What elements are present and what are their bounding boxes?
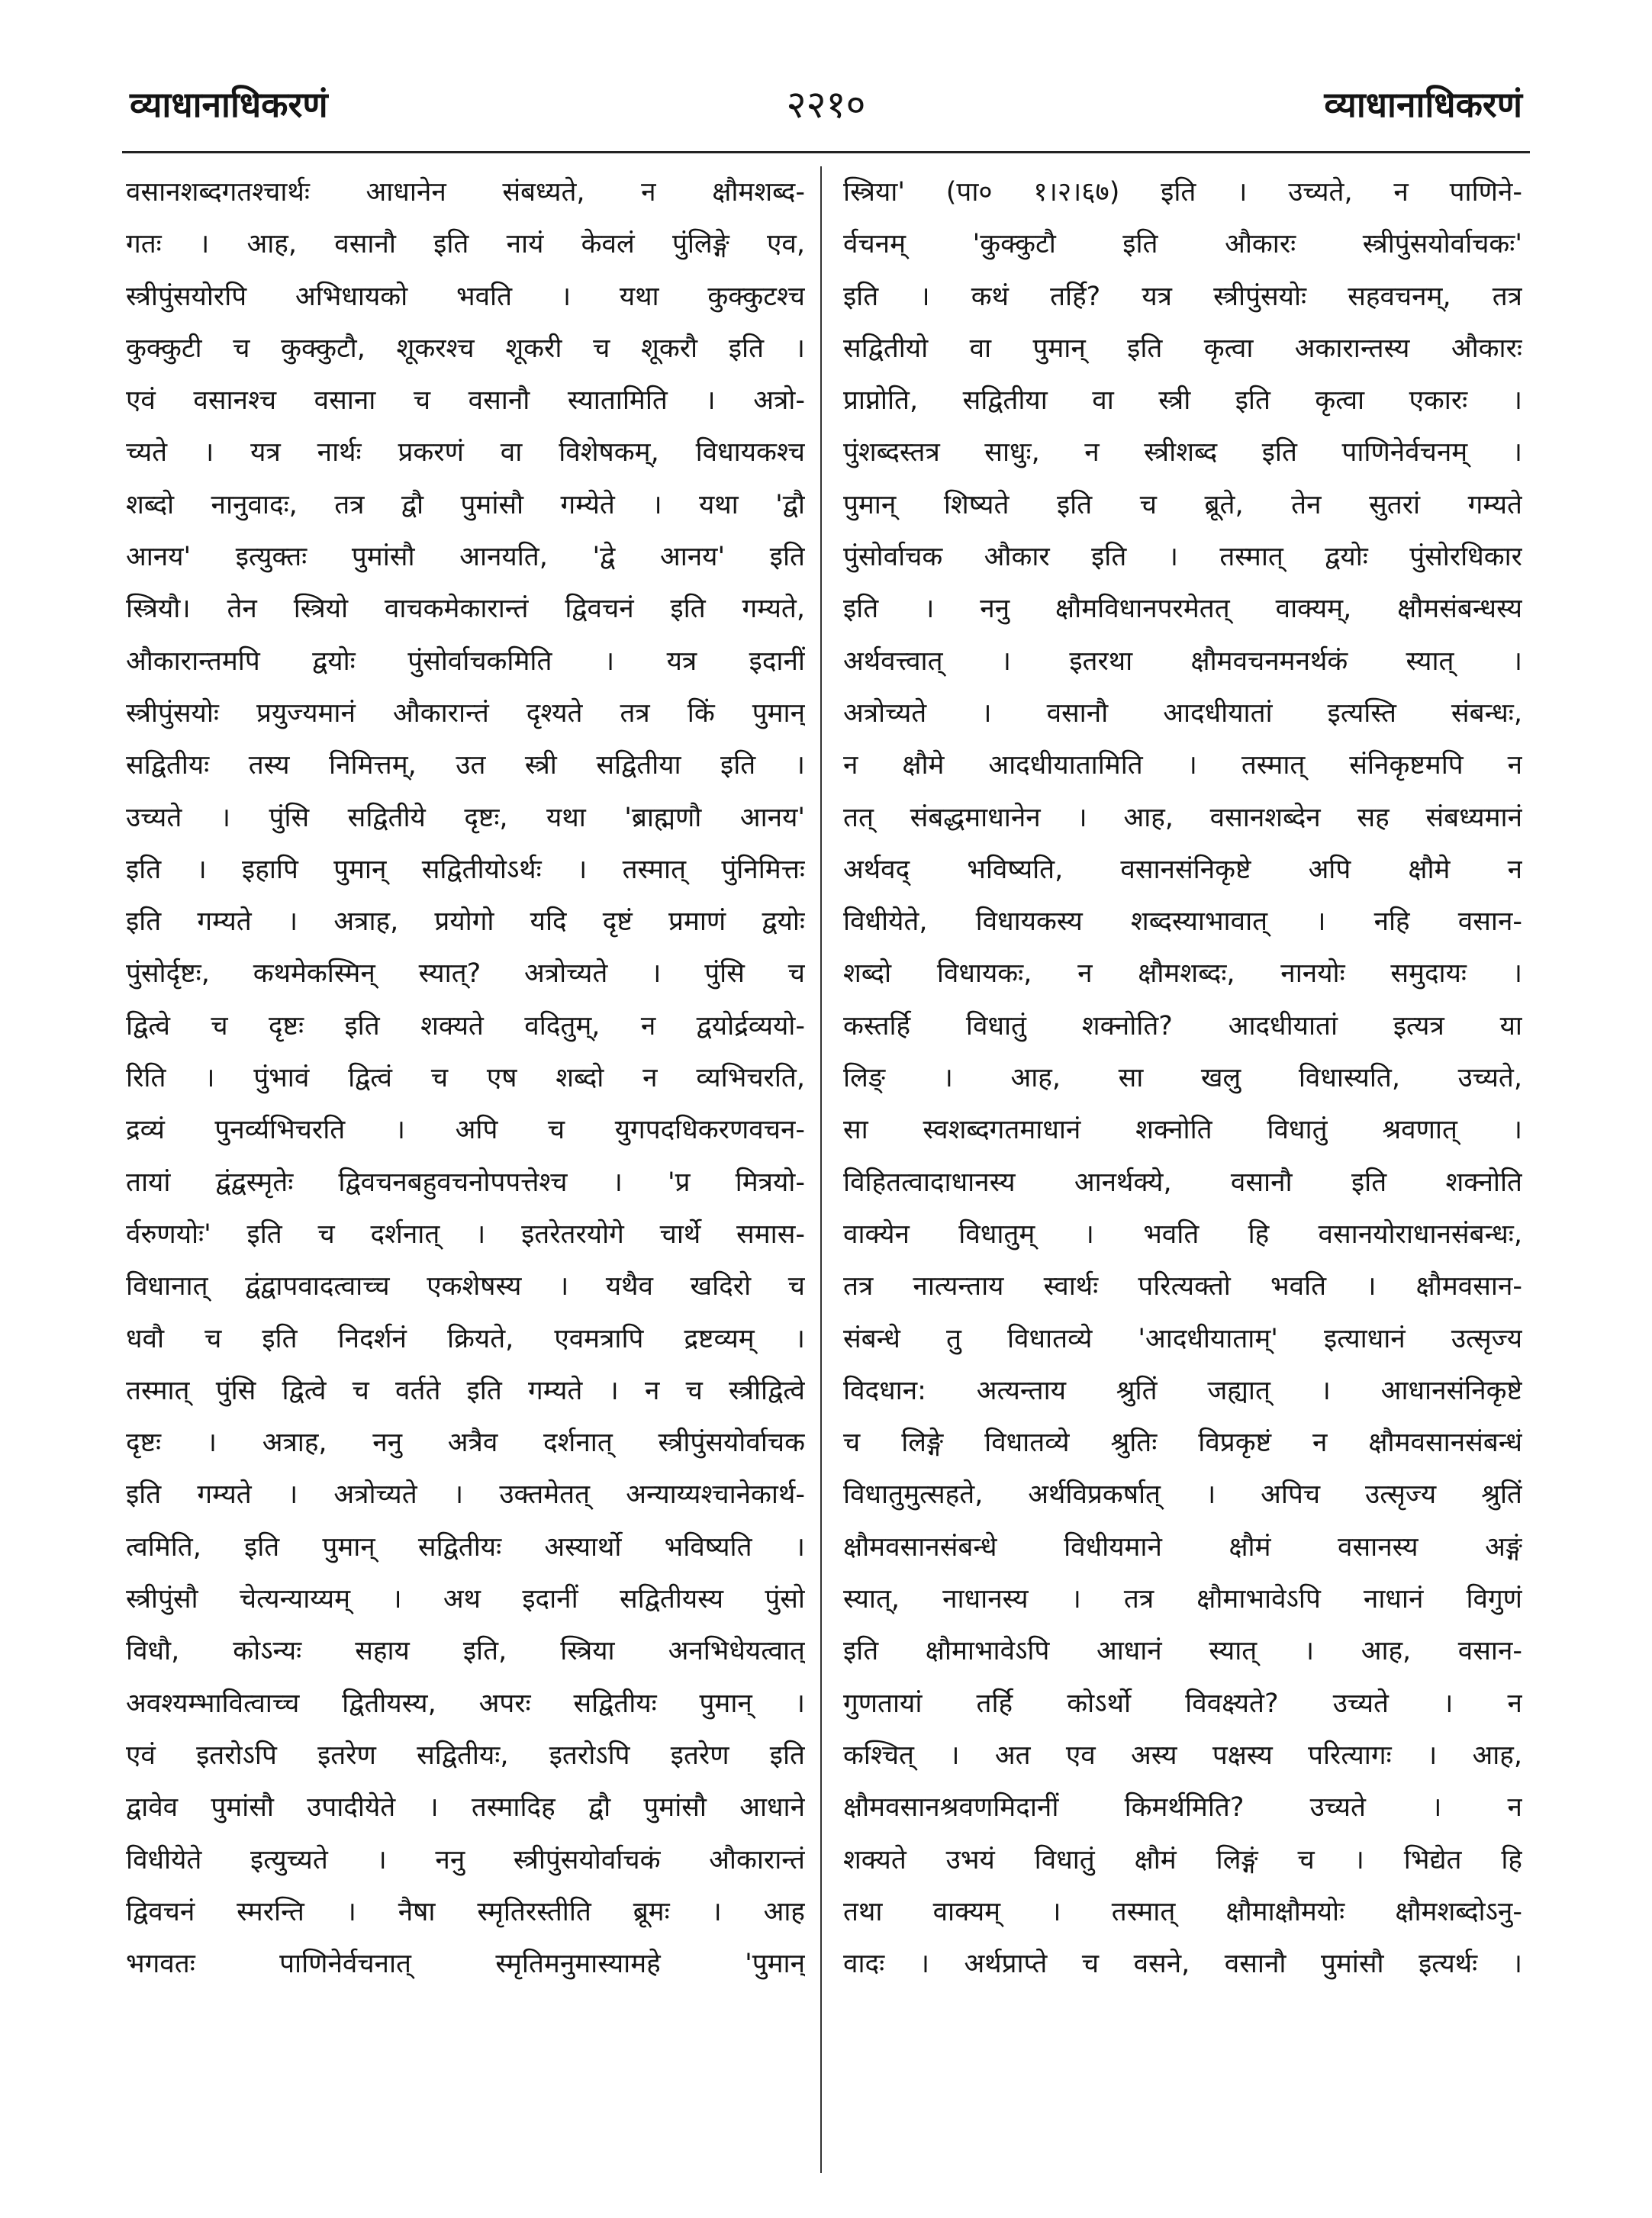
text-line: अत्रोच्यते । वसानौ आदधीयातां इत्यस्ति संबन्धः, bbox=[843, 697, 1522, 729]
text-line: तायां द्वंद्वस्मृतेः द्विवचनबहुवचनोपपत्तेश्च । 'प्र मित्रयो- bbox=[126, 1167, 805, 1198]
text-line: स्त्रिया' (पा० १।२।६७) इति । उच्यते, न पाणिने- bbox=[843, 177, 1522, 208]
text-line: एवं इतरोऽपि इतरेण सद्वितीयः, इतरोऽपि इतरेण इति bbox=[126, 1740, 805, 1771]
text-line: औकारान्तमपि द्वयोः पुंसोर्वाचकमिति । यत्र इदानीं bbox=[126, 645, 805, 677]
text-line: स्यात्, नाधानस्य । तत्र क्षौमाभावेऽपि नाधानं विगुणं bbox=[843, 1584, 1522, 1615]
page-number: २२१० bbox=[786, 82, 866, 127]
text-line: कुक्कुटी च कुक्कुटौ, शूकरश्च शूकरी च शूकरौ इति । bbox=[126, 333, 805, 364]
text-line: दृष्टः । अत्राह, ननु अत्रैव दर्शनात् स्त्रीपुंसयोर्वाचक bbox=[126, 1428, 805, 1459]
text-line: प्राप्नोति, सद्वितीया वा स्त्री इति कृत्वा एकारः । bbox=[843, 385, 1522, 417]
running-title-right: व्याधानाधिकरणं bbox=[1324, 84, 1522, 125]
text-line: द्रव्यं पुनर्व्यभिचरति । अपि च युगपदधिकरणवचन- bbox=[126, 1115, 805, 1146]
text-line: स्त्रीपुंसयोः प्रयुज्यमानं औकारान्तं दृश्यते तत्र किं पुमान् bbox=[126, 697, 805, 729]
column-divider bbox=[820, 166, 822, 2173]
text-line: च लिङ्गे विधातव्ये श्रुतिः विप्रकृष्टं न क्षौमवसानसंबन्धं bbox=[843, 1428, 1522, 1459]
text-line: वादः । अर्थप्राप्ते च वसने, वसानौ पुमांसौ इत्यर्थः । bbox=[843, 1949, 1522, 1980]
text-line: वाक्येन विधातुम् । भवति हि वसानयोराधानसंबन्धः, bbox=[843, 1218, 1522, 1250]
header-rule bbox=[122, 151, 1530, 153]
text-line: विहितत्वादाधानस्य आनर्थक्ये, वसानौ इति शक्नोति bbox=[843, 1167, 1522, 1198]
text-line: तस्मात् पुंसि द्वित्वे च वर्तते इति गम्यते । न च स्त्रीद्वित्वे bbox=[126, 1375, 805, 1406]
text-line: पुंसोर्वाचक औकार इति । तस्मात् द्वयोः पुंसोरधिकार bbox=[843, 542, 1522, 573]
text-line: तत्र नात्यन्ताय स्वार्थः परित्यक्तो भवति । क्षौमवसान- bbox=[843, 1271, 1522, 1302]
text-line: विदधान: अत्यन्ताय श्रुतिं जह्यात् । आधानसंनिकृष्टे bbox=[843, 1375, 1522, 1406]
text-line: क्षौमवसानश्रवणमिदानीं किमर्थमिति? उच्यते । न bbox=[843, 1792, 1522, 1824]
text-line: विधौ, कोऽन्यः सहाय इति, स्त्रिया अनभिधेयत्वात् bbox=[126, 1636, 805, 1667]
text-line: लिङ् । आह, सा खलु विधास्यति, उच्यते, bbox=[843, 1063, 1522, 1094]
text-line: न क्षौमे आदधीयातामिति । तस्मात् संनिकृष्टमपि न bbox=[843, 750, 1522, 781]
text-line: गुणतायां तर्हि कोऽर्थो विवक्ष्यते? उच्यते । न bbox=[843, 1688, 1522, 1719]
text-line: एवं वसानश्च वसाना च वसानौ स्यातामिति । अत्रो- bbox=[126, 385, 805, 417]
running-title-left: व्याधानाधिकरणं bbox=[130, 84, 328, 125]
text-line: विधातुमुत्सहते, अर्थविप्रकर्षात् । अपिच उत्सृज्य श्रुतिं bbox=[843, 1479, 1522, 1511]
text-line: क्षौमवसानसंबन्धे विधीयमाने क्षौमं वसानस्य अङ्गं bbox=[843, 1531, 1522, 1563]
text-line: द्वावेव पुमांसौ उपादीयेते । तस्मादिह द्वौ पुमांसौ आधाने bbox=[126, 1792, 805, 1824]
text-line: इति क्षौमाभावेऽपि आधानं स्यात् । आह, वसान- bbox=[843, 1636, 1522, 1667]
text-line: कस्तर्हि विधातुं शक्नोति? आदधीयातां इत्यत्र या bbox=[843, 1010, 1522, 1041]
text-line: स्त्रियौ। तेन स्त्रियो वाचकमेकारान्तं द्विवचनं इति गम्यते, bbox=[126, 594, 805, 625]
text-line: इति गम्यते । अत्राह, प्रयोगो यदि दृष्टं प्रमाणं द्वयोः bbox=[126, 906, 805, 938]
text-line: पुंशब्दस्तत्र साधुः, न स्त्रीशब्द इति पाणिनेर्वचनम् । bbox=[843, 437, 1522, 468]
text-line: द्विवचनं स्मरन्ति । नैषा स्मृतिरस्तीति ब्रूमः । आह bbox=[126, 1896, 805, 1927]
text-line: भगवतः पाणिनेर्वचनात् स्मृतिमनुमास्यामहे 'पुमान् bbox=[126, 1949, 805, 1980]
text-line: स्त्रीपुंसयोरपि अभिधायको भवति । यथा कुक्कुटश्च bbox=[126, 281, 805, 312]
text-line: तत् संबद्धमाधानेन । आह, वसानशब्देन सह संबध्यमानं bbox=[843, 802, 1522, 833]
text-line: अवश्यम्भावित्वाच्च द्वितीयस्य, अपरः सद्वितीयः पुमान् । bbox=[126, 1688, 805, 1719]
text-line: सद्वितीयो वा पुमान् इति कृत्वा अकारान्तस्य औकारः bbox=[843, 333, 1522, 364]
text-line: शक्यते उभयं विधातुं क्षौमं लिङ्गं च । भिद्येत हि bbox=[843, 1844, 1522, 1875]
text-line: सा स्वशब्दगतमाधानं शक्नोति विधातुं श्रवणात् । bbox=[843, 1115, 1522, 1146]
text-line: रिति । पुंभावं द्वित्वं च एष शब्दो न व्यभिचरति, bbox=[126, 1063, 805, 1094]
text-line: विधीयेते, विधायकस्य शब्दस्याभावात् । नहि वसान- bbox=[843, 906, 1522, 938]
text-line: द्वित्वे च दृष्टः इति शक्यते वदितुम्, न द्वयोर्द्रव्ययो- bbox=[126, 1010, 805, 1041]
text-line: र्वरुणयोः' इति च दर्शनात् । इतरेतरयोगे चार्थे समास- bbox=[126, 1218, 805, 1250]
page-header bbox=[130, 70, 1522, 139]
text-line: उच्यते । पुंसि सद्वितीये दृष्टः, यथा 'ब्राह्मणौ आनय' bbox=[126, 802, 805, 833]
text-line: पुंसोर्दृष्टः, कथमेकस्मिन् स्यात्? अत्रोच्यते । पुंसि च bbox=[126, 958, 805, 990]
text-line: तथा वाक्यम् । तस्मात् क्षौमाक्षौमयोः क्षौमशब्दोऽनु- bbox=[843, 1896, 1522, 1927]
text-line: स्त्रीपुंसौ चेत्यन्याय्यम् । अथ इदानीं सद्वितीयस्य पुंसो bbox=[126, 1584, 805, 1615]
text-line: इति । इहापि पुमान् सद्वितीयोऽर्थः । तस्मात् पुंनिमित्तः bbox=[126, 854, 805, 885]
text-line: कश्चित् । अत एव अस्य पक्षस्य परित्यागः । आह, bbox=[843, 1740, 1522, 1771]
text-line: गतः । आह, वसानौ इति नायं केवलं पुंलिङ्गे एव, bbox=[126, 229, 805, 260]
left-column bbox=[126, 166, 805, 1990]
text-line: त्वमिति, इति पुमान् सद्वितीयः अस्यार्थो भविष्यति । bbox=[126, 1531, 805, 1563]
text-line: वसानशब्दगतश्चार्थः आधानेन संबध्यते, न क्षौमशब्द- bbox=[126, 177, 805, 208]
right-column bbox=[843, 166, 1522, 1990]
text-line: विधानात् द्वंद्वापवादत्वाच्च एकशेषस्य । यथैव खदिरो च bbox=[126, 1271, 805, 1302]
text-line: इति । कथं तर्हि? यत्र स्त्रीपुंसयोः सहवचनम्, तत्र bbox=[843, 281, 1522, 312]
text-line: विधीयेते इत्युच्यते । ननु स्त्रीपुंसयोर्वाचकं औकारान्तं bbox=[126, 1844, 805, 1875]
text-line: शब्दो विधायकः, न क्षौमशब्दः, नानयोः समुदायः । bbox=[843, 958, 1522, 990]
text-line: शब्दो नानुवादः, तत्र द्वौ पुमांसौ गम्येते । यथा 'द्वौ bbox=[126, 489, 805, 520]
text-line: इति गम्यते । अत्रोच्यते । उक्तमेतत् अन्याय्यश्चानेकार्थ- bbox=[126, 1479, 805, 1511]
text-line: सद्वितीयः तस्य निमित्तम्, उत स्त्री सद्वितीया इति । bbox=[126, 750, 805, 781]
text-line: पुमान् शिष्यते इति च ब्रूते, तेन सुतरां गम्यते bbox=[843, 489, 1522, 520]
text-line: अर्थवद् भविष्यति, वसानसंनिकृष्टे अपि क्षौमे न bbox=[843, 854, 1522, 885]
text-line: संबन्धे तु विधातव्ये 'आदधीयाताम्' इत्याधानं उत्सृज्य bbox=[843, 1323, 1522, 1354]
text-line: इति । ननु क्षौमविधानपरमेतत् वाक्यम्, क्षौमसंबन्धस्य bbox=[843, 594, 1522, 625]
text-line: अर्थवत्त्वात् । इतरथा क्षौमवचनमनर्थकं स्यात् । bbox=[843, 645, 1522, 677]
text-line: धवौ च इति निदर्शनं क्रियते, एवमत्रापि द्रष्टव्यम् । bbox=[126, 1323, 805, 1354]
text-line: आनय' इत्युक्तः पुमांसौ आनयति, 'द्वे आनय' इति bbox=[126, 542, 805, 573]
text-line: च्यते । यत्र नार्थः प्रकरणं वा विशेषकम्, विधायकश्च bbox=[126, 437, 805, 468]
text-line: र्वचनम् 'कुक्कुटौ इति औकारः स्त्रीपुंसयोर्वाचकः' bbox=[843, 229, 1522, 260]
